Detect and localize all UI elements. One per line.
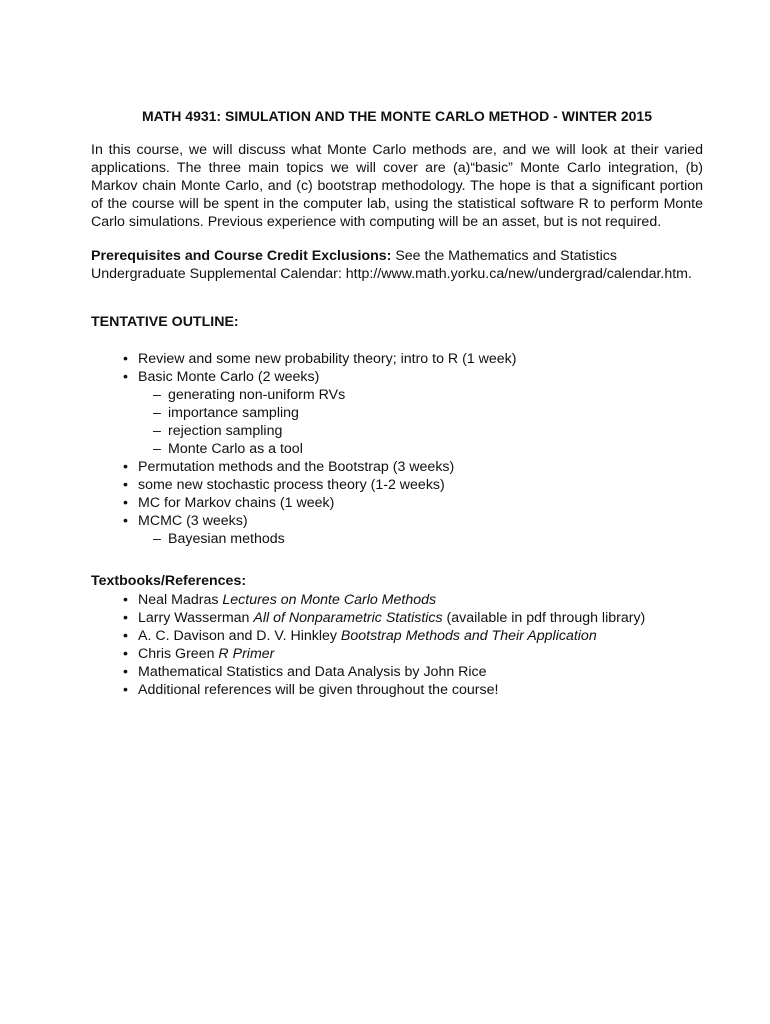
reference-author: A. C. Davison and D. V. Hinkley — [138, 628, 341, 644]
outline-item-text: Review and some new probability theory; intro to R (1 week) — [138, 351, 517, 367]
bullet-icon: • — [123, 664, 128, 680]
outline-item — [123, 350, 703, 368]
prerequisites-text: See the Mathematics and Statistics Undergraduate Supplemental Calendar: http://www.math.yorku.ca/new/undergrad/calendar.htm. — [91, 248, 692, 282]
reference-note: (available in pdf through library) — [442, 610, 646, 626]
outline-item — [123, 458, 703, 476]
dash-icon: – — [153, 531, 161, 547]
document-page — [91, 107, 703, 699]
reference-text: Mathematical Statistics and Data Analysis by John Rice — [138, 664, 487, 680]
reference-item — [123, 627, 703, 645]
outline-subitem-text: rejection sampling — [168, 423, 283, 439]
prerequisites-label: Prerequisites and Course Credit Exclusions: — [91, 248, 392, 264]
references-heading: Textbooks/References: — [91, 573, 247, 589]
outline-sublist — [138, 386, 703, 458]
bullet-icon: • — [123, 628, 128, 644]
reference-author: Neal Madras — [138, 592, 223, 608]
outline-item-text: MC for Markov chains (1 week) — [138, 495, 335, 511]
outline-item — [123, 476, 703, 494]
outline-subitem-text: Monte Carlo as a tool — [168, 441, 303, 457]
reference-author: Chris Green — [138, 646, 219, 662]
outline-subitem — [153, 530, 703, 548]
outline-subitem-text: Bayesian methods — [168, 531, 285, 547]
dash-icon: – — [153, 387, 161, 403]
bullet-icon: • — [123, 459, 128, 475]
reference-author: Larry Wasserman — [138, 610, 254, 626]
dash-icon: – — [153, 405, 161, 421]
outline-heading: TENTATIVE OUTLINE: — [91, 314, 239, 330]
reference-title: Lectures on Monte Carlo Methods — [222, 592, 437, 608]
bullet-icon: • — [123, 513, 128, 529]
outline-item-text: MCMC (3 weeks) — [138, 513, 248, 529]
reference-item — [123, 609, 703, 627]
reference-title: All of Nonparametric Statistics — [253, 610, 443, 626]
outline-list — [91, 350, 703, 548]
outline-item-text: Permutation methods and the Bootstrap (3 weeks) — [138, 459, 455, 475]
outline-subitem — [153, 422, 703, 440]
dash-icon: – — [153, 441, 161, 457]
outline-item — [123, 512, 703, 548]
bullet-icon: • — [123, 682, 128, 698]
bullet-icon: • — [123, 592, 128, 608]
page-title: MATH 4931: SIMULATION AND THE MONTE CARLO METHOD - WINTER 2015 — [142, 108, 652, 124]
reference-text: Additional references will be given throughout the course! — [138, 682, 499, 698]
reference-item — [123, 681, 703, 699]
outline-subitem-text: importance sampling — [168, 405, 299, 421]
outline-item — [123, 494, 703, 512]
outline-item-text: Basic Monte Carlo (2 weeks) — [138, 369, 320, 385]
bullet-icon: • — [123, 646, 128, 662]
references-list — [91, 591, 703, 699]
outline-item-text: some new stochastic process theory (1-2 weeks) — [138, 477, 445, 493]
outline-subitem — [153, 440, 703, 458]
reference-item — [123, 663, 703, 681]
reference-item — [123, 645, 703, 663]
dash-icon: – — [153, 423, 161, 439]
bullet-icon: • — [123, 477, 128, 493]
prerequisites-paragraph — [91, 247, 703, 283]
bullet-icon: • — [123, 351, 128, 367]
outline-subitem-text: generating non-uniform RVs — [168, 387, 346, 403]
outline-item — [123, 368, 703, 458]
reference-title: Bootstrap Methods and Their Application — [340, 628, 597, 644]
reference-item — [123, 591, 703, 609]
bullet-icon: • — [123, 495, 128, 511]
bullet-icon: • — [123, 369, 128, 385]
intro-paragraph: In this course, we will discuss what Monte Carlo methods are, and we will look at their varied applications. The three main topics we will cover are (a)“basic” Monte Carlo integration, (b) Markov chain Monte Carlo, and (c) bootstrap methodology. The hope is that a significant portion of the course will be spent in the computer lab, using the statistical software R to perform Monte Carlo simulations. Previous experience with computing will be an asset, but is not required. — [91, 142, 703, 230]
outline-sublist — [138, 530, 703, 548]
outline-subitem — [153, 404, 703, 422]
outline-subitem — [153, 386, 703, 404]
bullet-icon: • — [123, 610, 128, 626]
reference-title: R Primer — [218, 646, 275, 662]
